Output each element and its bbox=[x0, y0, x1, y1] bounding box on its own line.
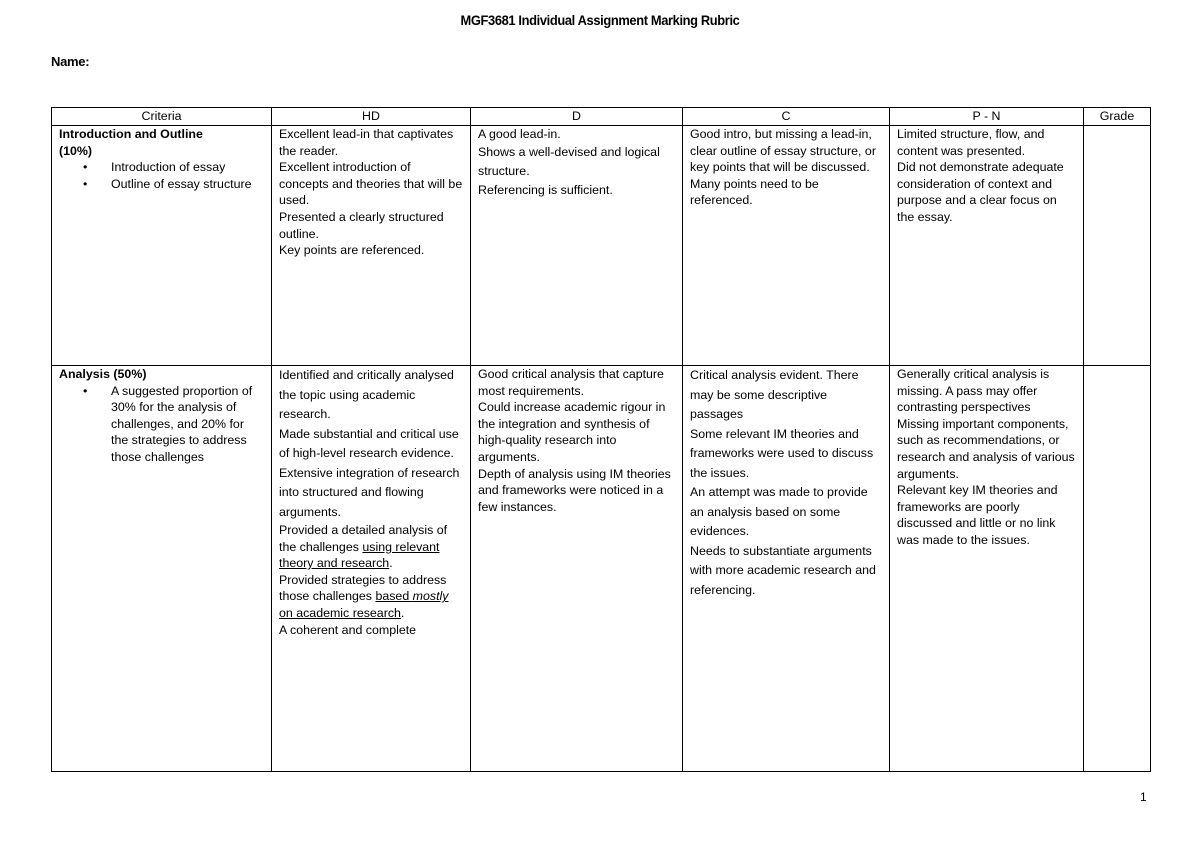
descriptor-text: Provided a detailed analysis of the challenges using relevant theory and research. bbox=[279, 523, 448, 571]
c-cell bbox=[683, 366, 890, 772]
marking-rubric-table bbox=[51, 107, 1151, 772]
descriptor-text: Excellent lead-in that captivates the reader. bbox=[279, 127, 454, 158]
c-cell bbox=[683, 126, 890, 366]
header-hd: HD bbox=[272, 108, 471, 126]
descriptor-text: An attempt was made to provide an analysis based on some evidences. bbox=[690, 485, 868, 538]
descriptor-text: Referencing is sufficient. bbox=[478, 182, 613, 197]
table-row bbox=[52, 126, 1151, 366]
descriptor-text: Some relevant IM theories and frameworks were used to discuss the issues. bbox=[690, 426, 874, 480]
list-item: • A suggested proportion of 30% for the analysis of challenges, and 20% for the strategies to address those challenges bbox=[111, 383, 264, 466]
criteria-title: Analysis (50%) bbox=[59, 367, 147, 381]
criteria-bullets bbox=[59, 159, 264, 192]
descriptor-text: Made substantial and critical use of high-level research evidence. bbox=[279, 426, 459, 460]
header-grade: Grade bbox=[1084, 108, 1151, 126]
descriptor-text: Needs to substantiate arguments with more academic research and referencing. bbox=[690, 543, 876, 597]
descriptor-text: Depth of analysis using IM theories and frameworks were noticed in a few instances. bbox=[478, 466, 671, 514]
name-label: Name: bbox=[51, 54, 90, 69]
descriptor-text: Generally critical analysis is missing. A pass may offer contrasting perspectives Missing important components, such as recommendations, or research and analysis of various arguments. bbox=[897, 367, 1075, 481]
descriptor-text: Limited structure, flow, and content was presented. bbox=[897, 127, 1045, 158]
descriptor-text: Good critical analysis that capture most requirements. bbox=[478, 367, 664, 398]
descriptor-text: Extensive integration of research into structured and flowing arguments. bbox=[279, 465, 460, 519]
table-row bbox=[52, 366, 1151, 772]
header-criteria: Criteria bbox=[52, 108, 272, 126]
descriptor-text: Many points need to be referenced. bbox=[690, 176, 819, 208]
d-cell bbox=[471, 366, 683, 772]
grade-cell[interactable] bbox=[1084, 366, 1151, 772]
descriptor-text: Shows a well-devised and logical structure. bbox=[478, 144, 660, 179]
header-row bbox=[52, 108, 1151, 126]
descriptor-text: Presented a clearly structured outline. bbox=[279, 209, 444, 241]
criteria-title: Introduction and Outline (10%) bbox=[59, 127, 203, 158]
descriptor-text: Provided strategies to address those challenges based mostly on academic research. bbox=[279, 572, 449, 620]
descriptor-text: A good lead-in. bbox=[478, 127, 561, 141]
descriptor-text: Did not demonstrate adequate consideration of context and purpose and a clear focus on the essay. bbox=[897, 160, 1064, 224]
header-c: C bbox=[683, 108, 890, 126]
descriptor-text: Excellent introduction of concepts and theories that will be used. bbox=[279, 160, 463, 208]
descriptor-text: Relevant key IM theories and frameworks are poorly discussed and little or no link was made to the issues. bbox=[897, 483, 1058, 547]
header-d: D bbox=[471, 108, 683, 126]
descriptor-text: Key points are referenced. bbox=[279, 243, 425, 258]
page-number: 1 bbox=[1140, 790, 1147, 804]
descriptor-text: A coherent and complete bbox=[279, 622, 417, 637]
list-item: • Outline of essay structure bbox=[111, 176, 264, 193]
hd-cell bbox=[272, 126, 471, 366]
criteria-bullets bbox=[59, 383, 264, 466]
d-cell bbox=[471, 126, 683, 366]
grade-cell[interactable] bbox=[1084, 126, 1151, 366]
descriptor-text: Identified and critically analysed the topic using academic research. bbox=[279, 368, 454, 421]
document-title: MGF3681 Individual Assignment Marking Rubric bbox=[460, 12, 740, 28]
pn-cell bbox=[890, 126, 1084, 366]
header-pn: P - N bbox=[890, 108, 1084, 126]
descriptor-text: Good intro, but missing a lead-in, clear outline of essay structure, or key points that will be discussed. bbox=[690, 127, 876, 175]
descriptor-text: Critical analysis evident. There may be some descriptive passages bbox=[690, 368, 859, 421]
descriptor-text: Could increase academic rigour in the integration and synthesis of high-quality research into arguments. bbox=[478, 400, 666, 464]
criteria-cell bbox=[52, 126, 272, 366]
pn-cell bbox=[890, 366, 1084, 772]
list-item: • Introduction of essay bbox=[111, 159, 264, 176]
criteria-cell bbox=[52, 366, 272, 772]
hd-cell bbox=[272, 366, 471, 772]
